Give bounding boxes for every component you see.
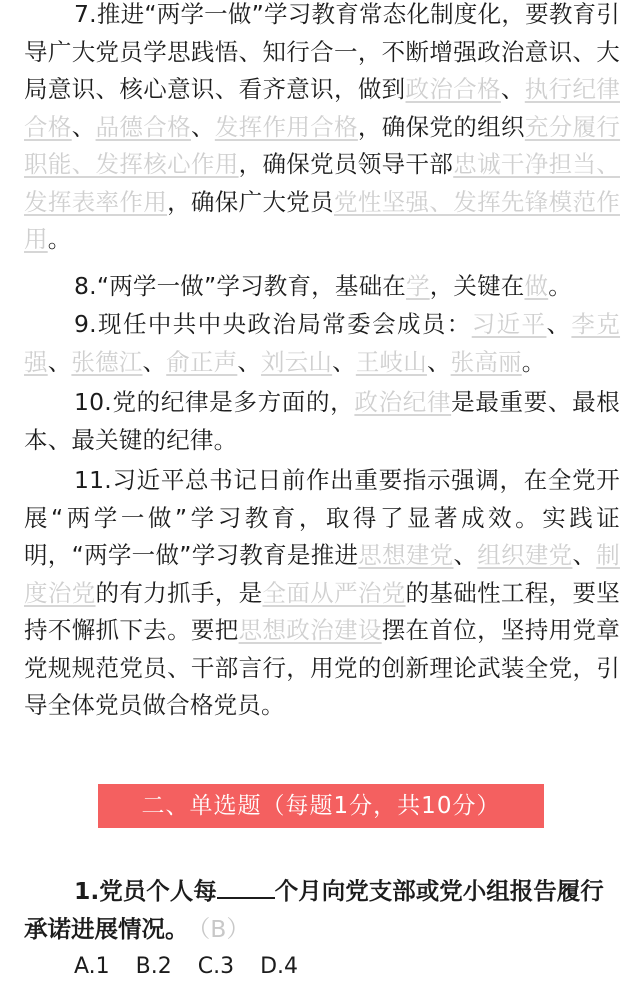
answer-text: 李克强 [24,310,621,376]
question-text: 1.党员个人每 [74,877,217,905]
answer-text: 充分履行职能、发挥核心作用 [24,112,621,178]
section-title: 二、单选题（每题1分，共10分） [141,793,501,819]
answer-text: 学 [405,272,430,300]
answer-text: 忠诚干净担当、发挥表率作用 [24,150,620,216]
item-9-text: 9.现任中共中央政治局常委会成员： [74,310,472,338]
item-8-text: ，关键在 [429,272,525,300]
item-10-text: 是最重要、最根本、最关键的纪律。 [24,388,620,454]
answer-text: 制度治党 [24,541,620,607]
separator: 、 [426,347,451,376]
item-7-text: ，确保广大党员 [167,187,334,216]
item-9 [24,306,620,381]
answer-text: 思想建党 [358,541,454,569]
answer-text: 组织建党 [477,541,573,569]
answer-text: 党性坚强、发挥先锋模范作用 [24,187,620,253]
item-11-text: 11.习近平总书记日前作出重要指示强调，在全党开展“两学一做”学习教育，取得了显著成效。实践证明，“两学一做”学习教育是推进 [24,466,620,569]
separator: 、 [546,310,572,338]
item-7-text: ，确保党的组织 [357,112,525,141]
separator: 、 [142,347,167,376]
item-8-text: 。 [548,272,572,300]
option-b: B.2 [135,954,172,979]
item-11-text: 的基础性工程，要坚持不懈抓下去。要把 [24,578,621,644]
answer-text: 执行纪律合格 [24,75,620,141]
item-10 [24,384,620,459]
question-answer: （B） [198,915,250,943]
answer-options [74,950,614,984]
question-1 [24,872,624,948]
item-7-text: ，确保党员领导干部 [238,150,454,178]
item-9-text: 。 [521,347,546,376]
answer-text: 刘云山 [261,347,333,376]
answer-text: 王岐山 [355,347,427,376]
item-8-text: 8.“两学一做”学习教育，基础在 [74,272,406,300]
option-d: D.4 [260,954,299,979]
answer-text: 全面从严治党 [262,578,406,607]
separator: 、 [190,112,215,141]
answer-text: 张高丽 [450,347,522,376]
answer-text: 俞正声 [166,347,238,376]
item-8 [24,268,620,306]
answer-text: 政治纪律 [354,388,452,416]
separator: 、 [332,347,356,376]
answer-text: 政治合格 [405,75,501,103]
separator: 、 [71,112,96,141]
item-7-text: 7.推进“两学一做”学习教育常态化制度化，要教育引导广大党员学思践悟、知行合一，不断增强政治意识、大局意识、核心意识、看齐意识，做到 [24,0,620,103]
section-banner [98,784,544,828]
separator: 、 [500,75,525,103]
separator: 、 [237,347,262,376]
question-text: 个月向党支部或党小组报告履行承诺进展情况。 [24,877,604,943]
separator: 、 [572,541,597,569]
item-7-text: 。 [47,225,72,253]
answer-text: 思想政治建设 [238,616,382,644]
item-11-text: 摆在首位，坚持用党章党规规范党员、干部言行，用党的创新理论武装全党，引导全体党员做合格党员。 [24,616,620,719]
answer-text: 张德江 [71,347,143,376]
item-10-text: 10.党的纪律是多方面的， [74,388,355,416]
separator: 、 [453,541,478,569]
answer-blank [217,877,275,899]
answer-text: 习近平 [471,310,547,338]
option-c: C.3 [197,954,235,979]
item-11-text: 的有力抓手，是 [95,578,263,607]
item-11 [24,462,620,725]
option-a: A.1 [74,954,110,979]
answer-text: 发挥作用合格 [214,112,358,141]
separator: 、 [47,347,72,376]
item-7 [24,0,620,259]
answer-text: 做 [524,272,549,300]
answer-text: 品德合格 [95,112,191,141]
